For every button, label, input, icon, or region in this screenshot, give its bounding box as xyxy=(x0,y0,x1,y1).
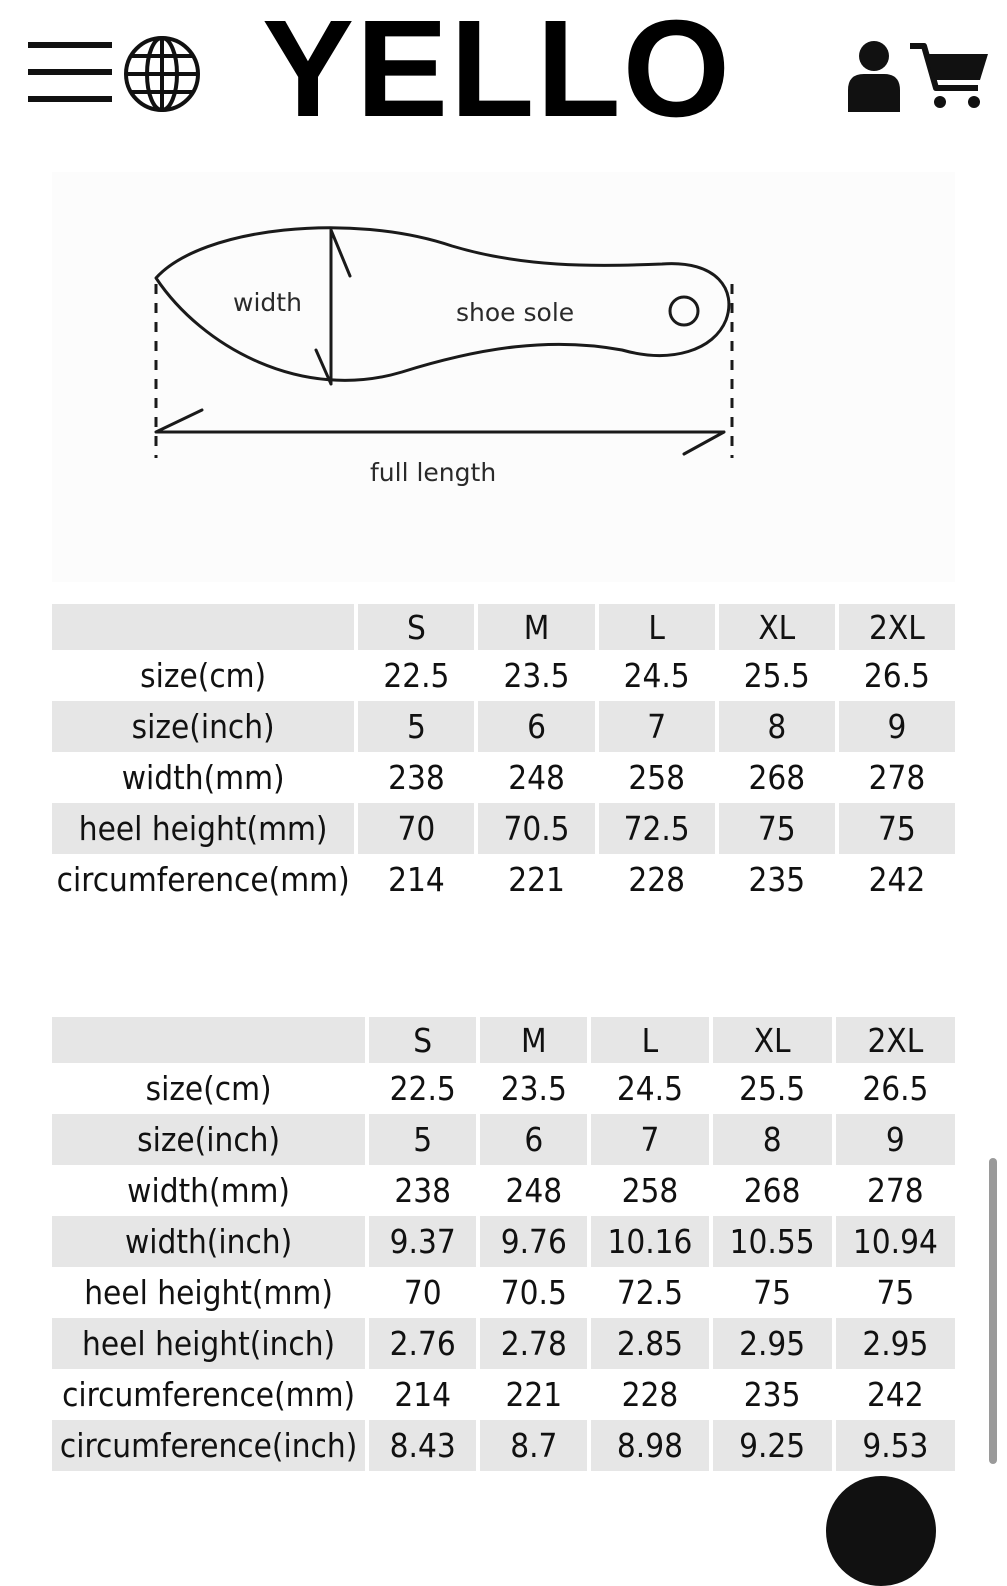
hamburger-menu-icon[interactable] xyxy=(28,42,112,104)
table-cell: 8 xyxy=(713,1114,832,1165)
table-cell: 75 xyxy=(753,1273,792,1312)
table-cell: 23.5 xyxy=(500,1069,567,1108)
table-cell: 7 xyxy=(599,701,715,752)
full-length-label: full length xyxy=(370,458,497,487)
table-cell: 25.5 xyxy=(743,656,810,695)
shoe-sole-diagram xyxy=(52,172,955,582)
table-cell: 242 xyxy=(868,860,926,899)
row-label: width(mm) xyxy=(127,1171,291,1210)
row-label: size(cm) xyxy=(145,1069,272,1108)
table-cell: 9.76 xyxy=(480,1216,587,1267)
table-cell: 9 xyxy=(839,701,955,752)
table-row xyxy=(52,1267,955,1318)
width-label: width xyxy=(233,288,302,317)
table-cell: 72.5 xyxy=(616,1273,683,1312)
table-cell: 268 xyxy=(743,1171,801,1210)
shoe-sole-drawing xyxy=(52,172,955,582)
table-header-row xyxy=(52,604,955,650)
table-cell: 2.76 xyxy=(369,1318,476,1369)
row-label: width(mm) xyxy=(121,758,285,797)
table-cell: 24.5 xyxy=(623,656,690,695)
table-cell: 5 xyxy=(358,701,474,752)
column-header: M xyxy=(478,604,594,650)
row-label: width(inch) xyxy=(52,1216,365,1267)
table-cell: 258 xyxy=(621,1171,679,1210)
table-row xyxy=(52,1216,955,1267)
table-row xyxy=(52,803,955,854)
column-header: M xyxy=(480,1017,587,1063)
table-cell: 9.25 xyxy=(713,1420,832,1471)
table-row xyxy=(52,854,955,905)
table-cell: 268 xyxy=(748,758,806,797)
table-cell: 235 xyxy=(743,1375,801,1414)
column-header: XL xyxy=(713,1017,832,1063)
row-label: circumference(mm) xyxy=(62,1375,356,1414)
column-header xyxy=(52,604,354,650)
table-row xyxy=(52,1165,955,1216)
table-cell: 22.5 xyxy=(383,656,450,695)
table-cell: 9.53 xyxy=(836,1420,955,1471)
table-cell: 2.85 xyxy=(591,1318,708,1369)
table-cell: 2.78 xyxy=(480,1318,587,1369)
shoe-sole-label: shoe sole xyxy=(456,298,575,327)
column-header: S xyxy=(358,604,474,650)
table-cell: 75 xyxy=(839,803,955,854)
table-cell: 258 xyxy=(628,758,685,797)
table-cell: 75 xyxy=(876,1273,915,1312)
table-cell: 25.5 xyxy=(739,1069,806,1108)
size-table-mm-inch xyxy=(48,1017,959,1471)
table-cell: 70 xyxy=(358,803,474,854)
table-cell: 248 xyxy=(508,758,565,797)
table-cell: 70.5 xyxy=(478,803,594,854)
table-cell: 23.5 xyxy=(503,656,570,695)
table-row xyxy=(52,1114,955,1165)
table-row xyxy=(52,1369,955,1420)
table-cell: 221 xyxy=(505,1375,563,1414)
table-cell: 22.5 xyxy=(389,1069,456,1108)
table-cell: 6 xyxy=(478,701,594,752)
row-label: heel height(mm) xyxy=(52,803,354,854)
table-cell: 228 xyxy=(621,1375,679,1414)
table-cell: 238 xyxy=(394,1171,452,1210)
table-row xyxy=(52,752,955,803)
table-cell: 248 xyxy=(505,1171,563,1210)
page-scrollbar[interactable] xyxy=(989,1158,997,1464)
table-cell: 10.16 xyxy=(591,1216,708,1267)
table-header-row xyxy=(52,1017,955,1063)
column-header: L xyxy=(591,1017,708,1063)
table-cell: 24.5 xyxy=(616,1069,683,1108)
table-cell: 72.5 xyxy=(599,803,715,854)
table-cell: 10.55 xyxy=(713,1216,832,1267)
table-cell: 2.95 xyxy=(836,1318,955,1369)
table-row xyxy=(52,1420,955,1471)
table-row xyxy=(52,1063,955,1114)
table-cell: 8.7 xyxy=(480,1420,587,1471)
column-header: 2XL xyxy=(839,604,955,650)
table-cell: 221 xyxy=(508,860,565,899)
row-label: size(cm) xyxy=(140,656,267,695)
table-cell: 2.95 xyxy=(713,1318,832,1369)
table-cell: 70 xyxy=(403,1273,442,1312)
table-cell: 235 xyxy=(748,860,806,899)
table-cell: 278 xyxy=(868,758,926,797)
table-cell: 70.5 xyxy=(500,1273,567,1312)
table-cell: 26.5 xyxy=(862,1069,929,1108)
table-cell: 10.94 xyxy=(836,1216,955,1267)
table-cell: 8.98 xyxy=(591,1420,708,1471)
table-row xyxy=(52,1318,955,1369)
size-table-mm xyxy=(48,604,959,905)
table-row xyxy=(52,701,955,752)
row-label: size(inch) xyxy=(52,1114,365,1165)
table-cell: 6 xyxy=(480,1114,587,1165)
row-label: size(inch) xyxy=(52,701,354,752)
sole-hole xyxy=(670,297,698,325)
column-header: S xyxy=(369,1017,476,1063)
table-cell: 278 xyxy=(867,1171,924,1210)
row-label: heel height(inch) xyxy=(52,1318,365,1369)
table-cell: 9 xyxy=(836,1114,955,1165)
table-cell: 75 xyxy=(719,803,835,854)
cart-icon[interactable] xyxy=(906,40,990,110)
column-header: L xyxy=(599,604,715,650)
floating-action-button[interactable] xyxy=(826,1476,936,1586)
table-cell: 9.37 xyxy=(369,1216,476,1267)
table-cell: 5 xyxy=(369,1114,476,1165)
table-cell: 238 xyxy=(388,758,445,797)
table-cell: 8.43 xyxy=(369,1420,476,1471)
table-cell: 7 xyxy=(591,1114,708,1165)
column-header: XL xyxy=(719,604,835,650)
row-label: heel height(mm) xyxy=(84,1273,333,1312)
width-arrow xyxy=(316,230,350,384)
globe-icon[interactable] xyxy=(122,34,202,114)
brand-logo[interactable]: YELLO xyxy=(262,0,733,146)
column-header xyxy=(52,1017,365,1063)
table-cell: 26.5 xyxy=(863,656,930,695)
column-header: 2XL xyxy=(836,1017,955,1063)
table-cell: 242 xyxy=(867,1375,924,1414)
site-header xyxy=(0,0,1007,146)
table-cell: 8 xyxy=(719,701,835,752)
row-label: circumference(inch) xyxy=(52,1420,365,1471)
length-arrow xyxy=(156,410,724,454)
row-label: circumference(mm) xyxy=(56,860,350,899)
table-cell: 214 xyxy=(388,860,445,899)
table-row xyxy=(52,650,955,701)
table-cell: 214 xyxy=(394,1375,452,1414)
table-cell: 228 xyxy=(628,860,685,899)
user-icon[interactable] xyxy=(846,38,902,114)
